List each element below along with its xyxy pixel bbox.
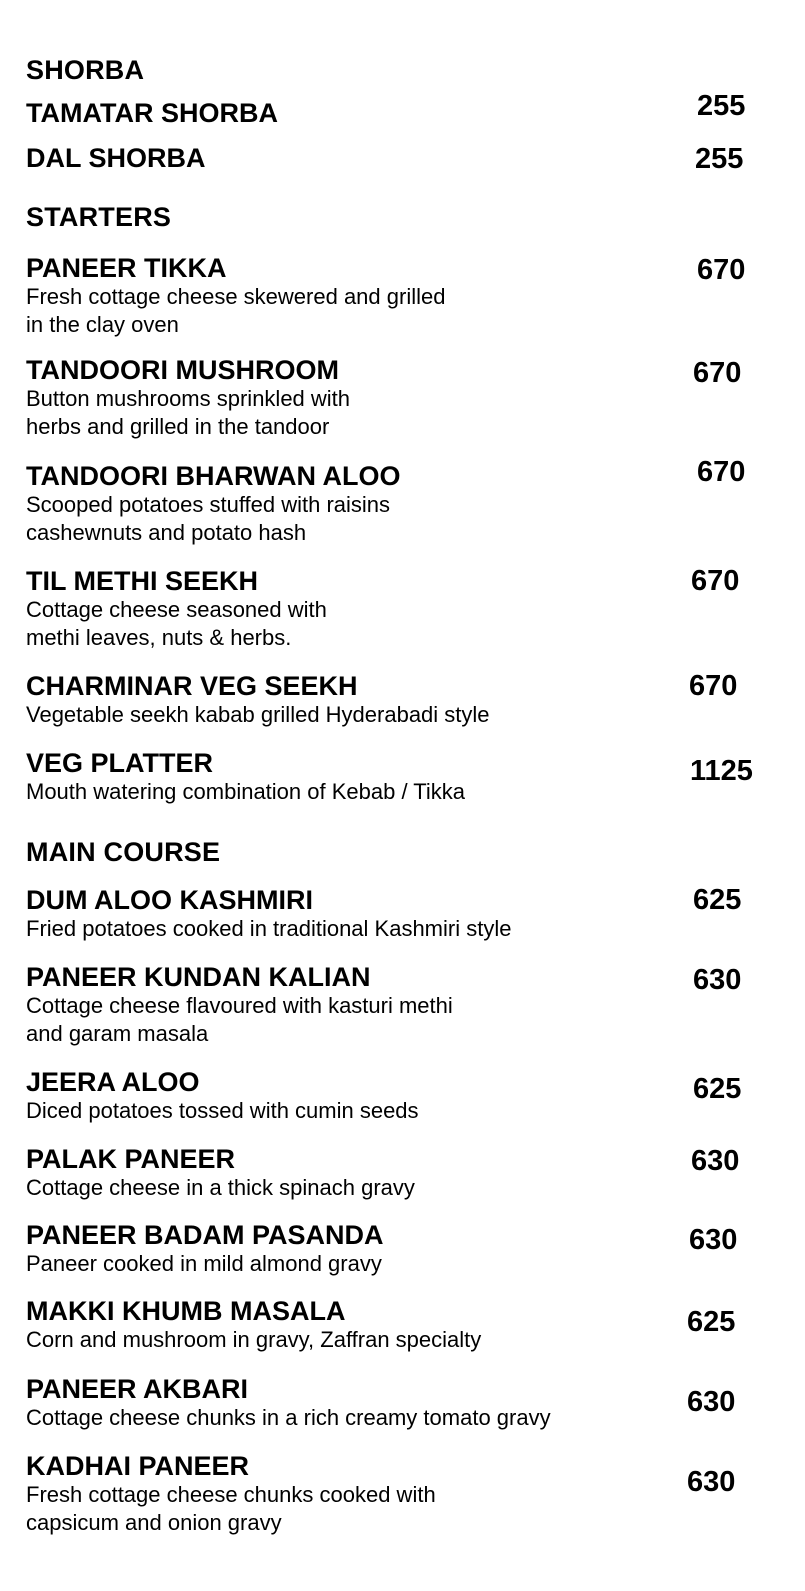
menu-item (26, 1220, 666, 1278)
item-description: Cottage cheese in a thick spinach gravy (26, 1175, 415, 1200)
item-price: 625 (693, 884, 742, 916)
item-price: 670 (697, 254, 746, 286)
item-name: PANEER AKBARI (26, 1374, 249, 1404)
item-price: 630 (691, 1145, 740, 1177)
section-heading-starters: STARTERS (26, 202, 172, 232)
item-description: Cottage cheese seasoned with methi leaves, nuts & herbs. (26, 597, 327, 650)
item-description: Corn and mushroom in gravy, Zaffran specialty (26, 1327, 482, 1352)
item-name: TANDOORI BHARWAN ALOO (26, 461, 401, 491)
item-name: KADHAI PANEER (26, 1451, 250, 1481)
menu-item (26, 253, 666, 339)
menu-item (26, 1374, 666, 1432)
menu-item (26, 98, 666, 128)
section-heading-main-course: MAIN COURSE (26, 837, 221, 867)
item-description: Cottage cheese chunks in a rich creamy tomato gravy (26, 1405, 551, 1430)
item-description: Cottage cheese flavoured with kasturi methi and garam masala (26, 993, 453, 1046)
item-name: TIL METHI SEEKH (26, 566, 259, 596)
item-name: VEG PLATTER (26, 748, 214, 778)
menu-item (26, 355, 666, 441)
item-price: 670 (693, 357, 742, 389)
item-name: TANDOORI MUSHROOM (26, 355, 339, 385)
item-description: Fried potatoes cooked in traditional Kashmiri style (26, 916, 512, 941)
item-name: DUM ALOO KASHMIRI (26, 885, 313, 915)
item-name: PALAK PANEER (26, 1144, 236, 1174)
item-name: PANEER TIKKA (26, 253, 227, 283)
menu-item (26, 885, 666, 943)
menu-item (26, 461, 666, 547)
menu-item (26, 143, 666, 173)
item-price: 255 (695, 143, 744, 175)
menu-item (26, 1144, 666, 1202)
item-description: Button mushrooms sprinkled with herbs and grilled in the tandoor (26, 386, 351, 439)
item-price: 670 (691, 565, 740, 597)
item-price: 630 (689, 1224, 738, 1256)
menu-item (26, 748, 666, 806)
item-description: Fresh cottage cheese skewered and grilled in the clay oven (26, 284, 446, 337)
menu-item (26, 566, 666, 652)
item-name: MAKKI KHUMB MASALA (26, 1296, 346, 1326)
item-price: 625 (693, 1073, 742, 1105)
item-name: DAL SHORBA (26, 143, 206, 173)
item-name: CHARMINAR VEG SEEKH (26, 671, 358, 701)
menu-item (26, 1451, 666, 1537)
item-price: 630 (687, 1466, 736, 1498)
item-price: 670 (689, 670, 738, 702)
menu-item (26, 1296, 666, 1354)
item-description: Scooped potatoes stuffed with raisins cashewnuts and potato hash (26, 492, 391, 545)
item-description: Paneer cooked in mild almond gravy (26, 1251, 382, 1276)
item-name: PANEER KUNDAN KALIAN (26, 962, 371, 992)
item-price: 630 (687, 1386, 736, 1418)
item-description: Vegetable seekh kabab grilled Hyderabadi style (26, 702, 490, 727)
item-price: 630 (693, 964, 742, 996)
item-name: PANEER BADAM PASANDA (26, 1220, 384, 1250)
item-description: Fresh cottage cheese chunks cooked with capsicum and onion gravy (26, 1482, 436, 1535)
menu-item (26, 1067, 666, 1125)
item-name: TAMATAR SHORBA (26, 98, 278, 128)
item-name: JEERA ALOO (26, 1067, 200, 1097)
item-description: Diced potatoes tossed with cumin seeds (26, 1098, 419, 1123)
item-description: Mouth watering combination of Kebab / Tikka (26, 779, 466, 804)
item-price: 255 (697, 90, 746, 122)
menu-item (26, 671, 666, 729)
item-price: 1125 (690, 755, 753, 787)
item-price: 670 (697, 456, 746, 488)
item-price: 625 (687, 1306, 736, 1338)
menu-item (26, 962, 666, 1048)
section-heading-shorba: SHORBA (26, 55, 145, 85)
